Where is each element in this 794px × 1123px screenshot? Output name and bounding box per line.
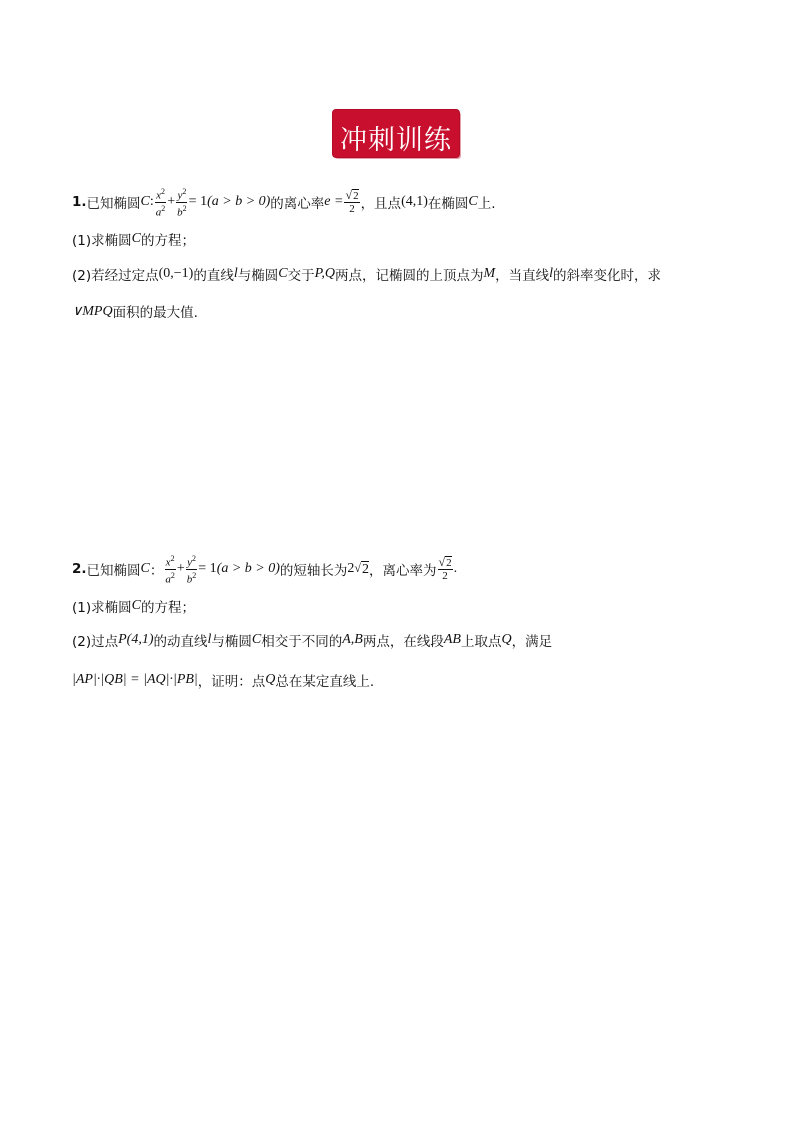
p1-part2-b: 的直线 <box>193 268 234 284</box>
p1-part2-C: C <box>278 266 288 281</box>
p2-part2-d: 相交于不同的 <box>261 634 343 650</box>
problem2-text-b: 的短轴长为 <box>279 563 348 580</box>
p2-part2-c: 与椭圆 <box>211 634 252 650</box>
p2-part2-P: P(4,1) <box>118 632 154 647</box>
problem2-part2-line1 <box>72 630 552 650</box>
p1-part2-l: l <box>233 266 238 281</box>
banner-title: 冲刺训练 <box>340 125 452 156</box>
problem1-frac-y <box>176 186 188 218</box>
problem1-eq-one: = 1 <box>188 194 208 210</box>
problem1-e: e = <box>324 194 344 210</box>
frac-y-num: y <box>177 189 183 202</box>
problem1-text-b: 的离心率 <box>270 196 325 213</box>
p2-frac-x-den-sup: 2 <box>170 570 175 580</box>
p2-part2-AB: A,B <box>342 632 363 647</box>
problem2-number: 2. <box>72 561 87 578</box>
p1-part2-l2: l <box>549 266 554 281</box>
p2-part2-l: l <box>207 632 212 647</box>
p1-part1-end: 的方程； <box>140 233 195 249</box>
p1-part2-h: 面积的最大值. <box>112 305 198 321</box>
problem1-text-e: 上. <box>477 196 496 213</box>
problem2-part1 <box>72 596 195 616</box>
p1-part2-M: M <box>483 266 496 281</box>
frac-y-den: b <box>177 206 183 219</box>
p2-part2-g: ，满足 <box>511 634 553 650</box>
problem1-text-a: 已知椭圆 <box>86 196 141 213</box>
problem2-eq-one: = 1 <box>198 561 217 577</box>
p2-part1-text: (1)求椭圆 <box>72 600 132 616</box>
p1-part2-f: ，当直线 <box>495 268 550 284</box>
problem1-frac-x <box>155 186 167 218</box>
problem2-plus: + <box>176 561 185 577</box>
p1-part2-g: 的斜率变化时，求 <box>553 268 662 284</box>
frac-y-num-sup: 2 <box>182 187 187 196</box>
problem1-ecc-frac: √ 2 2 <box>345 188 359 216</box>
problem1-part1 <box>72 229 195 249</box>
p1-part2-point: (0,−1) <box>158 266 194 281</box>
p2-part2-equation: |AP|·|QB| = |AQ|·|PB| <box>72 672 198 687</box>
problem2-part2-line2 <box>72 670 374 690</box>
frac-x-num: x <box>156 189 161 202</box>
p2-part1-C: C <box>131 598 141 613</box>
frac-x-num-sup: 2 <box>160 187 165 196</box>
p2-part2-a: (2)过点 <box>72 634 119 650</box>
p2-frac-y-num: y <box>187 556 192 569</box>
p2-ecc-den: 2 <box>442 570 448 583</box>
problem1-stem <box>72 186 496 218</box>
p1-part1-text: (1)求椭圆 <box>72 233 132 249</box>
problem1-condition: (a > b > 0) <box>207 194 271 210</box>
p1-part1-C: C <box>131 231 141 246</box>
problem1-ellipse-name-2: C <box>468 194 478 210</box>
problem2-ecc-frac: √ 2 2 <box>438 555 452 583</box>
axis-sqrt-in: 2 <box>362 561 369 577</box>
p1-part2-c: 与椭圆 <box>237 268 279 284</box>
problem1-colon: : <box>149 194 154 210</box>
p2-part2-e: 两点，在线段 <box>362 634 444 650</box>
problem2-stem <box>72 553 457 585</box>
p1-part2-e: 两点，记椭圆的上顶点为 <box>334 268 484 284</box>
problem2-colon: ： <box>149 563 164 580</box>
section-banner <box>333 110 459 157</box>
problem2-frac-x <box>164 553 176 585</box>
p1-part2-PQ: P,Q <box>314 266 335 281</box>
p2-part2-AB2: AB <box>443 632 461 647</box>
p2-part2-Q2: Q <box>265 672 276 687</box>
p1-part2-triangle: ∨MPQ <box>72 303 113 319</box>
p2-part2-h: ，证明：点 <box>197 674 266 690</box>
frac-y-den-sup: 2 <box>182 203 187 213</box>
p2-part2-i: 总在某定直线上. <box>275 674 375 690</box>
problem2-condition: (a > b > 0) <box>216 561 280 577</box>
problem2-axis-sqrt: √ 2 <box>354 560 369 577</box>
problem2-ellipse-name: C <box>140 561 150 577</box>
problem2-frac-y <box>186 553 198 585</box>
problem2-axis-coef: 2 <box>347 561 355 577</box>
p2-frac-y-den-sup: 2 <box>192 570 197 580</box>
problem2-text-c: ，离心率为 <box>369 563 437 580</box>
p2-frac-x-den: a <box>165 573 171 586</box>
problem2-end: . <box>453 561 458 577</box>
p2-part1-end: 的方程； <box>140 600 195 616</box>
problem1-part2-line2 <box>72 301 198 321</box>
problem2-text-a: 已知椭圆 <box>86 563 141 580</box>
p2-frac-x-num-sup: 2 <box>170 554 175 563</box>
p2-frac-x-num: x <box>165 556 171 569</box>
ecc-den: 2 <box>349 203 355 216</box>
problem1-text-d: 在椭圆 <box>427 196 469 213</box>
problem1-part2-line1 <box>72 264 661 284</box>
ecc-sqrt-in: 2 <box>353 190 359 203</box>
p1-part2-d: 交于 <box>287 268 315 284</box>
p2-frac-y-num-sup: 2 <box>191 554 196 563</box>
problem1-plus: + <box>167 194 176 210</box>
p2-ecc-sqrt-in: 2 <box>446 557 452 570</box>
frac-x-den: a <box>155 206 162 219</box>
p2-part2-C: C <box>251 632 262 647</box>
p2-part2-f: 上取点 <box>460 634 502 650</box>
problem1-ellipse-name: C <box>140 194 150 210</box>
p2-part2-Q: Q <box>501 632 512 647</box>
p2-frac-y-den: b <box>186 573 193 586</box>
problem1-point: (4,1) <box>401 194 428 210</box>
problem1-text-c: ，且点 <box>360 196 402 213</box>
problem1-number: 1. <box>72 194 87 211</box>
p2-part2-b: 的动直线 <box>153 634 208 650</box>
frac-x-den-sup: 2 <box>161 203 166 213</box>
p1-part2-a: (2)若经过定点 <box>72 268 159 284</box>
